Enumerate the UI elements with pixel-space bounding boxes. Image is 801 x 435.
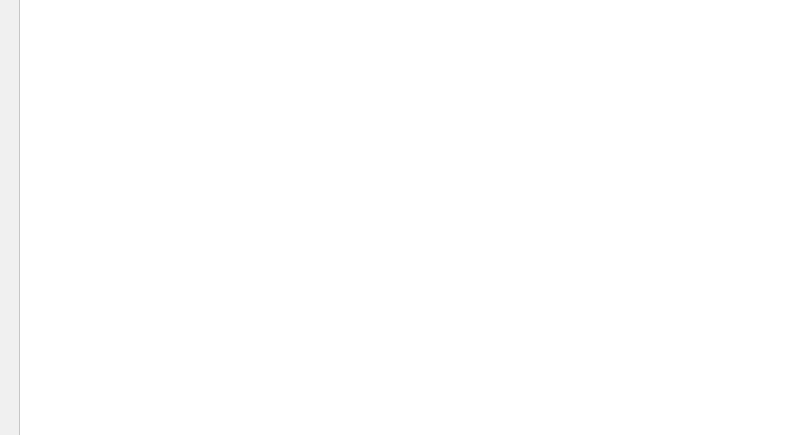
row-header-column[interactable]: [0, 0, 20, 435]
